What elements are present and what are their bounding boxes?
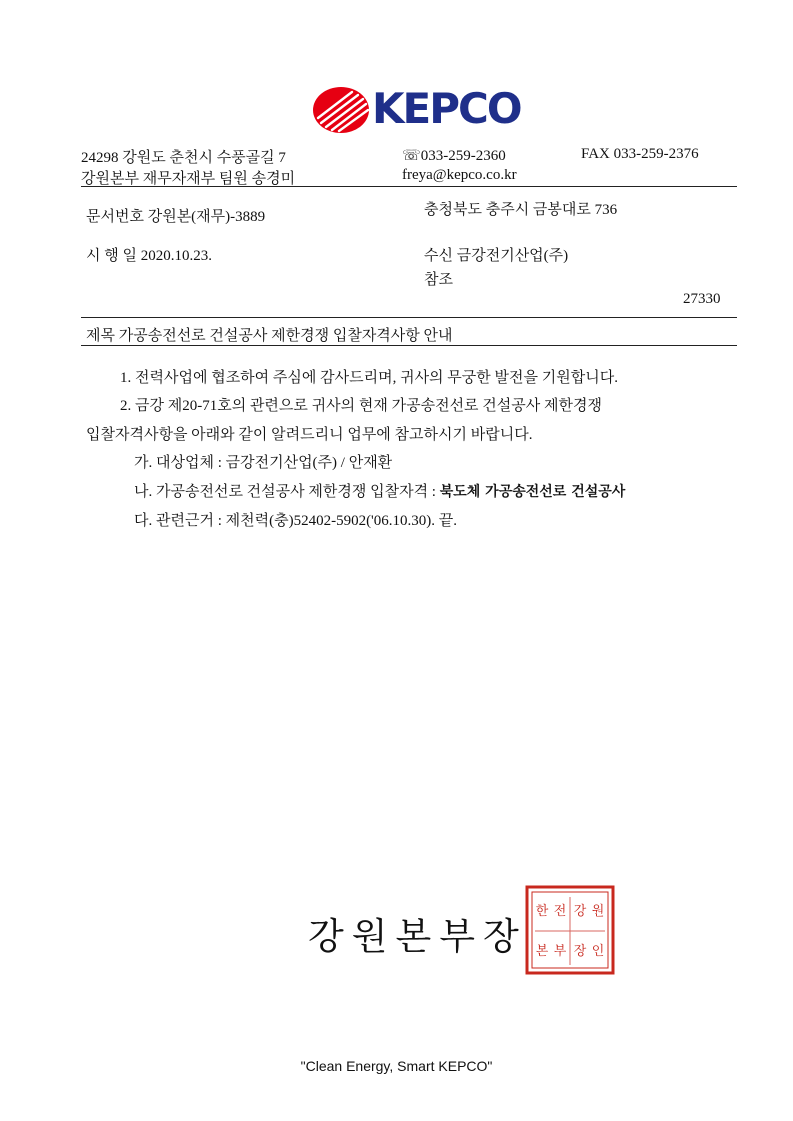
list-item-c: 다. 관련근거 : 제천력(충)52402-5902('06.10.30). 끝. <box>134 513 457 529</box>
kepco-logo-text: KEPCO <box>372 84 521 133</box>
header-divider <box>81 186 737 187</box>
body-paragraph-2-line-2: 입찰자격사항을 아래와 같이 알려드리니 업무에 참고하시기 바랍니다. <box>86 427 533 443</box>
kepco-emblem-icon <box>312 86 370 134</box>
phone-number: 033-259-2360 <box>420 148 506 164</box>
recipient: 수신 금강전기산업(주) <box>424 248 569 264</box>
seal-char-3: 강 <box>573 904 587 919</box>
fax-number: FAX 033-259-2376 <box>581 146 699 162</box>
list-item-b-bold: 북도체 가공송전선로 건설공사 <box>439 484 626 500</box>
kepco-logo <box>312 84 522 136</box>
seal-char-5: 본 <box>535 944 549 959</box>
body-paragraph-1: 1. 전력사업에 협조하여 주심에 감사드리며, 귀사의 무궁한 발전을 기원합니다. <box>120 370 618 386</box>
signatory-title: 강원본부장 <box>308 915 527 958</box>
seal-char-4: 원 <box>591 904 605 919</box>
seal-char-7: 장 <box>573 944 587 959</box>
postal-code: 27330 <box>683 291 721 307</box>
recipient-address: 충청북도 충주시 금봉대로 736 <box>424 202 618 218</box>
document-number: 문서번호 강원본(재무)-3889 <box>86 209 266 225</box>
phone-icon: ☏ <box>402 148 421 164</box>
seal-char-6: 부 <box>553 944 567 959</box>
subject-line: 제목 가공송전선로 건설공사 제한경쟁 입찰자격사항 안내 <box>86 328 453 344</box>
meta-divider <box>81 317 737 318</box>
seal-char-8: 인 <box>591 944 605 959</box>
subject-divider <box>81 345 737 346</box>
official-seal <box>525 885 615 975</box>
body-paragraph-2-line-1: 2. 금강 제20-71호의 관련으로 귀사의 현재 가공송전선로 건설공사 제한경쟁 <box>120 398 602 414</box>
sender-department: 강원본부 재무자재부 팀원 송경미 <box>81 171 296 187</box>
email-address[interactable]: freya@kepco.co.kr <box>402 167 517 183</box>
issue-date: 시 행 일 2020.10.23. <box>86 248 212 264</box>
seal-char-2: 전 <box>553 904 567 919</box>
seal-char-1: 한 <box>535 904 549 919</box>
phone-line <box>402 146 506 165</box>
sender-address: 24298 강원도 춘천시 수풍골길 7 <box>81 150 286 166</box>
list-item-b <box>134 480 625 501</box>
reference-label: 참조 <box>424 272 453 288</box>
list-item-b-text: 나. 가공송전선로 건설공사 제한경쟁 입찰자격 : <box>134 484 440 500</box>
list-item-a: 가. 대상업체 : 금강전기산업(주) / 안재환 <box>134 455 393 471</box>
footer-slogan: "Clean Energy, Smart KEPCO" <box>300 1058 493 1074</box>
